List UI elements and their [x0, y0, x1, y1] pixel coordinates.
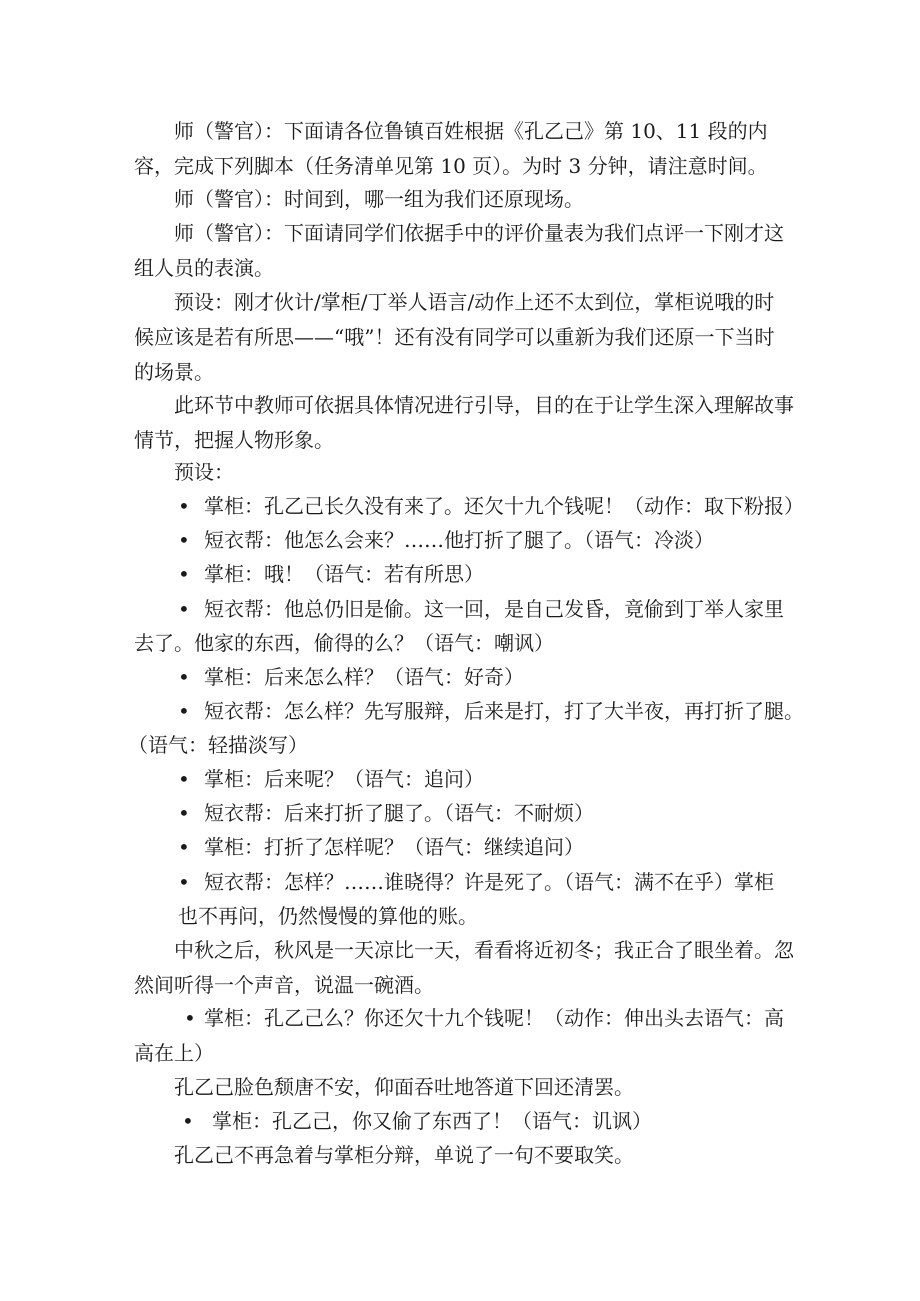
list-item [178, 489, 803, 524]
paragraph-mid-autumn: 中秋之后，秋风是一天凉比一天，看看将近初冬；我正合了眼坐着。忽然间听得一个声音，说温一碗酒。 [134, 938, 794, 997]
list-item-text: 短衣帮：后来打折了腿了。（语气：不耐烦） [204, 801, 594, 825]
list-item-continuation [128, 728, 753, 763]
list-item [182, 1104, 807, 1139]
bullet-icon: • [182, 1109, 194, 1133]
list-item-continuation [178, 899, 803, 934]
list-item [178, 865, 803, 900]
bullet-icon: • [184, 1006, 196, 1030]
paragraph-preset-label: 预设： [174, 460, 234, 484]
bullet-icon: • [178, 699, 190, 723]
paragraph-preset-1: 预设：刚才伙计/掌柜/丁举人语言/动作上还不太到位，掌柜说哦的时候应该是若有所思——“哦”！还有没有同学可以重新为我们还原一下当时的场景。 [134, 290, 775, 384]
list-item [178, 762, 803, 797]
list-item-text: 掌柜：打折了怎样呢？（语气：继续追问） [204, 835, 584, 859]
list-item [178, 557, 803, 592]
bullet-icon: • [178, 597, 190, 621]
bullet-icon: • [178, 870, 190, 894]
paragraph-kong-pale: 孔乙己脸色颓唐不安，仰面吞吐地答道下回还清罢。 [174, 1075, 634, 1099]
paragraph-guidance: 此环节中教师可依据具体情况进行引导，目的在于让学生深入理解故事情节，把握人物形象。 [134, 393, 794, 452]
paragraph-kong-no-argue: 孔乙己不再急着与掌柜分辩，单说了一句不要取笑。 [174, 1143, 634, 1167]
paragraph-teacher-instruction: 师（警官）：下面请各位鲁镇百姓根据《孔乙己》第 10、11 段的内容，完成下列脚本（任务清单见第 10 页）。为时 3 分钟，请注意时间。 [134, 119, 768, 178]
bullet-icon: • [178, 835, 190, 859]
list-item-text: 掌柜：孔乙己么？你还欠十九个钱呢！（动作：伸出头去语气：高 [204, 1006, 784, 1030]
list-item-text: 掌柜：哦！（语气：若有所思） [204, 562, 484, 586]
list-item-text: 掌柜：孔乙己，你又偷了东西了！（语气：讥讽） [212, 1109, 652, 1133]
list-item-text: 高在上） [134, 1041, 214, 1065]
list-item-continuation [134, 1036, 759, 1071]
list-item-text: 短衣帮：怎么样？先写服辩，后来是打，打了大半夜，再打折了腿。 [204, 699, 804, 723]
list-item-text: 短衣帮：他怎么会来？……他打折了腿了。（语气：冷淡） [204, 528, 714, 552]
list-item [178, 694, 803, 729]
list-item-text: 掌柜：孔乙己长久没有来了。还欠十九个钱呢！（动作：取下粉报） [204, 494, 804, 518]
list-item [178, 796, 803, 831]
list-item [178, 660, 803, 695]
paragraph-time-up: 师（警官）：时间到，哪一组为我们还原现场。 [174, 187, 584, 211]
list-item-continuation [134, 626, 759, 661]
bullet-icon: • [178, 494, 190, 518]
list-item-text: 掌柜：后来呢？（语气：追问） [204, 767, 484, 791]
list-item [178, 592, 803, 627]
list-item [178, 523, 803, 558]
list-item [178, 830, 803, 865]
list-item-text: 短衣帮：他总仍旧是偷。这一回，是自己发昏，竟偷到丁举人家里 [204, 597, 784, 621]
list-item-text: （语气：轻描淡写） [128, 733, 308, 757]
paragraph-evaluation: 师（警官）：下面请同学们依据手中的评价量表为我们点评一下刚才这组人员的表演。 [134, 221, 784, 280]
bullet-icon: • [178, 528, 190, 552]
bullet-icon: • [178, 562, 190, 586]
list-item [184, 1001, 809, 1036]
bullet-icon: • [178, 767, 190, 791]
bullet-icon: • [178, 665, 190, 689]
list-item-text: 也不再问，仍然慢慢的算他的账。 [178, 904, 478, 928]
list-item-text: 去了。他家的东西，偷得的么？（语气：嘲讽） [134, 631, 554, 655]
list-item-text: 短衣帮：怎样？……谁晓得？许是死了。（语气：满不在乎）掌柜 [204, 870, 774, 894]
list-item-text: 掌柜：后来怎么样？（语气：好奇） [204, 665, 524, 689]
bullet-icon: • [178, 801, 190, 825]
